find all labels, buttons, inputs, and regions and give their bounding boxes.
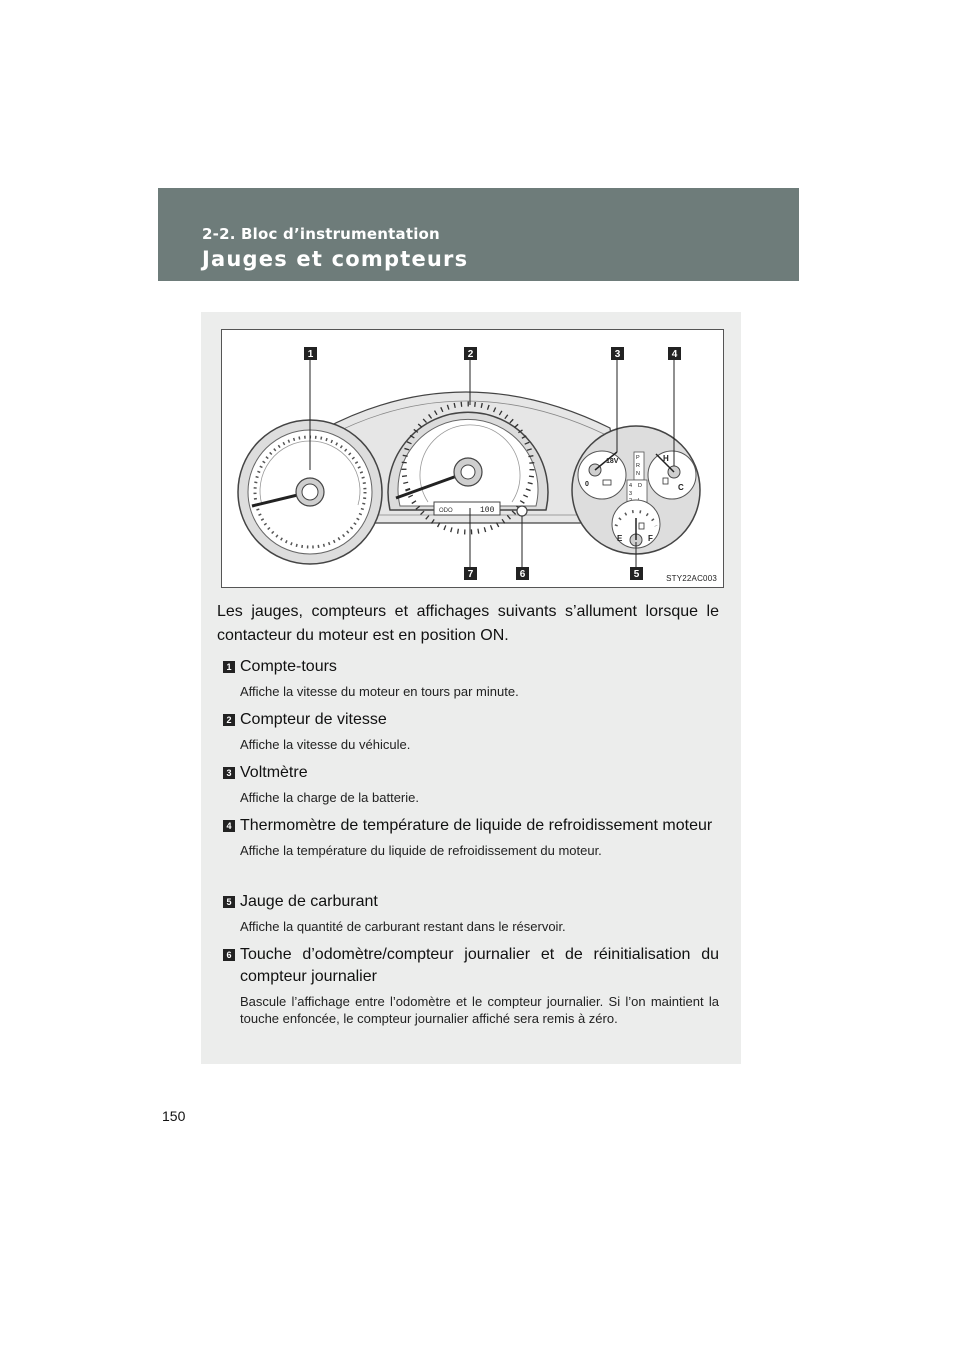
gear-3: 3 (629, 491, 633, 497)
temp-hot-label: H (663, 454, 669, 463)
item-title: Jauge de carburant (240, 893, 378, 910)
item-description: Bascule l’affichage entre l’odomètre et le compteur journalier. Si l’on maintient la touche enfoncée, le compteur journalier affiché sera remis à zéro. (240, 994, 719, 1026)
list-item (223, 656, 719, 700)
odometer-value: 100 (480, 506, 495, 515)
svg-text:7: 7 (467, 569, 474, 580)
item-title: Compte-tours (240, 658, 337, 675)
gear-d: D (638, 483, 642, 489)
gear-r: R (636, 463, 640, 469)
svg-text:5: 5 (633, 569, 640, 580)
item-title: Thermomètre de température de liquide de refroidissement moteur (240, 817, 713, 834)
instrument-cluster-illustration (222, 330, 723, 587)
page-title: Jauges et compteurs (202, 247, 469, 271)
svg-text:4: 4 (671, 349, 678, 360)
callout-4 (668, 347, 681, 360)
number-4-icon: 4 (223, 820, 235, 832)
callout-7 (464, 567, 477, 580)
gear-4: 4 (629, 483, 633, 489)
number-5-icon: 5 (223, 896, 235, 908)
item-description: Affiche la quantité de carburant restant dans le réservoir. (240, 919, 566, 934)
item-title: Voltmètre (240, 764, 308, 781)
list-item (223, 815, 719, 859)
fuel-empty-label: E (617, 534, 623, 543)
figure-code: STY22AC003 (666, 574, 717, 583)
svg-text:3: 3 (614, 349, 621, 360)
list-item (223, 944, 719, 1027)
item-title: Compteur de vitesse (240, 711, 387, 728)
list-item (223, 709, 719, 753)
svg-text:1: 1 (307, 349, 314, 360)
svg-text:6: 6 (519, 569, 526, 580)
item-description: Affiche la vitesse du véhicule. (240, 737, 411, 752)
volt-low-label: 0 (585, 481, 589, 488)
callout-1 (304, 347, 317, 360)
list-item (223, 891, 719, 935)
page-number: 150 (162, 1108, 186, 1124)
list-item (223, 762, 719, 806)
header-bar (158, 188, 799, 281)
item-description: Affiche la vitesse du moteur en tours par minute. (240, 684, 519, 699)
svg-text:2: 2 (467, 349, 474, 360)
volt-high-label: 18V (606, 458, 619, 465)
callout-5 (630, 567, 643, 580)
gear-p: P (636, 455, 640, 461)
item-description: Affiche la température du liquide de refroidissement du moteur. (240, 843, 602, 858)
number-6-icon: 6 (223, 949, 235, 961)
number-3-icon: 3 (223, 767, 235, 779)
number-1-icon: 1 (223, 661, 235, 673)
instrument-cluster-figure (221, 329, 724, 588)
odometer-label: ODO (439, 508, 453, 514)
item-description: Affiche la charge de la batterie. (240, 790, 419, 805)
intro-paragraph: Les jauges, compteurs et affichages suivants s’allument lorsque le contacteur du moteur est en position ON. (217, 603, 719, 644)
temp-cold-label: C (678, 483, 684, 492)
item-title: Touche d’odomètre/compteur journalier et de réinitialisation du compteur journalier (240, 946, 719, 985)
content-box (201, 312, 741, 1064)
callout-3 (611, 347, 624, 360)
callout-2 (464, 347, 477, 360)
section-label: 2-2. Bloc d’instrumentation (202, 225, 440, 243)
callout-6 (516, 567, 529, 580)
gear-n: N (636, 471, 640, 477)
number-2-icon: 2 (223, 714, 235, 726)
fuel-full-label: F (648, 534, 653, 543)
